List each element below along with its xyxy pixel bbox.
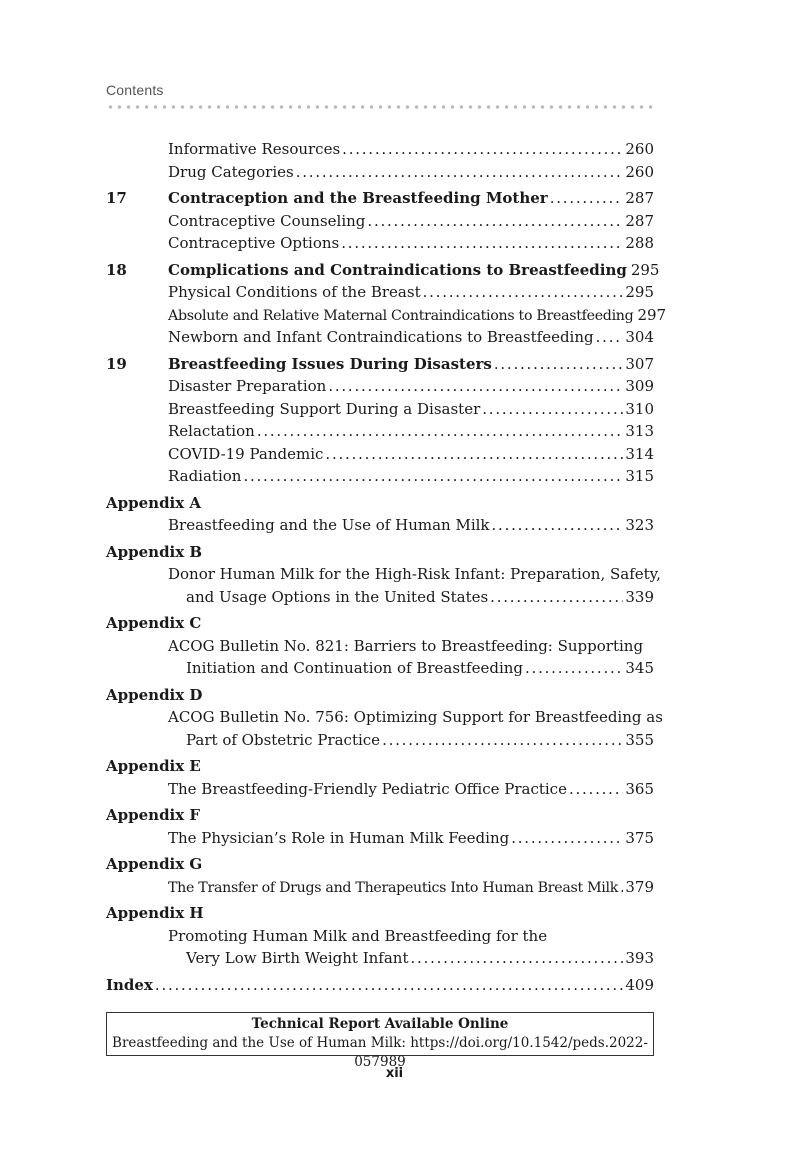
appendix-label bbox=[106, 755, 654, 778]
toc-entry[interactable] bbox=[106, 443, 654, 466]
entry-title: Initiation and Continuation of Breastfeeding bbox=[186, 659, 524, 677]
toc-entry[interactable] bbox=[106, 729, 654, 752]
toc-entry[interactable] bbox=[106, 778, 654, 801]
chapter-entry[interactable] bbox=[106, 187, 654, 210]
appendix-label bbox=[106, 492, 654, 515]
dot-leader bbox=[620, 876, 623, 899]
dot-leader bbox=[550, 187, 624, 210]
entry-title: Absolute and Relative Maternal Contraindications to Breastfeeding bbox=[168, 307, 634, 324]
page-number: 288 bbox=[625, 234, 654, 252]
chapter-entry[interactable] bbox=[106, 259, 660, 282]
page-number: 379 bbox=[625, 877, 654, 896]
entry-title: Contraceptive Counseling bbox=[168, 211, 366, 230]
online-report-box bbox=[106, 1012, 654, 1070]
toc-entry-first-line[interactable] bbox=[106, 706, 663, 729]
dot-leader bbox=[296, 161, 624, 184]
toc-entry[interactable] bbox=[106, 657, 654, 680]
page-number: 297 bbox=[637, 305, 667, 324]
dot-leader bbox=[382, 729, 623, 752]
toc-entry[interactable] bbox=[106, 161, 654, 184]
appendix-g-label: Appendix G bbox=[106, 855, 203, 873]
appendix-f-label: Appendix F bbox=[106, 806, 201, 824]
appendix-label bbox=[106, 684, 654, 707]
page-number: 310 bbox=[625, 399, 654, 418]
chapter-title: Breastfeeding Issues During Disasters bbox=[168, 354, 492, 373]
entry-title: Radiation bbox=[168, 467, 242, 485]
page-number: 314 bbox=[625, 444, 654, 463]
chapter-title: Contraception and the Breastfeeding Mother bbox=[168, 189, 548, 207]
toc-entry[interactable] bbox=[106, 138, 654, 161]
toc-entry[interactable] bbox=[106, 465, 654, 488]
appendix-b-label: Appendix B bbox=[106, 542, 203, 561]
entry-title: The Transfer of Drugs and Therapeutics Into Human Breast Milk bbox=[168, 879, 619, 896]
dot-leader bbox=[155, 974, 623, 997]
page-number: 315 bbox=[625, 467, 654, 485]
entry-title: COVID-19 Pandemic bbox=[168, 444, 324, 463]
toc-entry[interactable] bbox=[106, 947, 654, 970]
page-number: 309 bbox=[625, 377, 654, 395]
chapter-number: 19 bbox=[106, 354, 127, 373]
toc-entry[interactable] bbox=[106, 281, 654, 304]
page-number: 355 bbox=[625, 730, 654, 749]
toc-entry[interactable] bbox=[106, 326, 654, 349]
entry-title: Breastfeeding and the Use of Human Milk bbox=[168, 516, 490, 534]
dot-leader bbox=[341, 232, 623, 255]
toc-entry[interactable] bbox=[106, 304, 667, 327]
appendix-a-label: Appendix A bbox=[106, 493, 202, 512]
entry-title: Newborn and Infant Contraindications to Breastfeeding bbox=[168, 328, 594, 346]
dot-leader bbox=[423, 281, 624, 304]
appendix-label bbox=[106, 853, 654, 876]
toc-entry[interactable] bbox=[106, 876, 654, 899]
dot-leader bbox=[342, 138, 623, 161]
dot-leader bbox=[257, 420, 624, 443]
toc-entry[interactable] bbox=[106, 375, 654, 398]
dot-leader bbox=[328, 375, 623, 398]
page-number: 323 bbox=[625, 516, 654, 534]
page-number: 365 bbox=[625, 779, 654, 798]
toc-entry[interactable] bbox=[106, 827, 654, 850]
page-number: 260 bbox=[625, 140, 654, 158]
page-number: 304 bbox=[625, 328, 654, 346]
entry-title: Promoting Human Milk and Breastfeeding for the bbox=[168, 926, 548, 945]
entry-title: The Breastfeeding-Friendly Pediatric Office Practice bbox=[168, 779, 567, 798]
dot-leader bbox=[482, 398, 623, 421]
toc-entry-first-line[interactable] bbox=[106, 925, 654, 948]
page-number: 313 bbox=[625, 422, 654, 440]
dot-leader bbox=[492, 514, 624, 537]
toc-entry[interactable] bbox=[106, 514, 654, 537]
page-number: 287 bbox=[625, 211, 654, 230]
entry-title: Breastfeeding Support During a Disaster bbox=[168, 399, 481, 418]
page-number: 409 bbox=[625, 975, 654, 994]
appendix-label bbox=[106, 902, 654, 925]
dot-leader bbox=[325, 443, 623, 466]
entry-title: and Usage Options in the United States bbox=[186, 587, 489, 606]
entry-title: Drug Categories bbox=[168, 162, 294, 181]
appendix-d-label: Appendix D bbox=[106, 685, 203, 704]
dot-leader bbox=[511, 827, 623, 850]
toc-entry[interactable] bbox=[106, 398, 654, 421]
entry-title: Part of Obstetric Practice bbox=[186, 730, 381, 749]
appendix-e-label: Appendix E bbox=[106, 757, 201, 775]
page-number: 295 bbox=[625, 283, 654, 301]
entry-title: ACOG Bulletin No. 821: Barriers to Breastfeeding: Supporting bbox=[168, 636, 644, 655]
toc-entry[interactable] bbox=[106, 420, 654, 443]
dot-leader bbox=[494, 353, 624, 376]
table-of-contents bbox=[106, 138, 667, 996]
page-number: 295 bbox=[630, 260, 660, 279]
dot-leader bbox=[411, 947, 624, 970]
dot-leader bbox=[490, 586, 623, 609]
entry-title: Contraceptive Options bbox=[168, 234, 340, 252]
online-report-heading: Technical Report Available Online bbox=[251, 1016, 509, 1032]
appendix-label bbox=[106, 541, 654, 564]
entry-title: Very Low Birth Weight Infant bbox=[186, 949, 409, 967]
dot-leader bbox=[243, 465, 623, 488]
toc-entry[interactable] bbox=[106, 586, 654, 609]
page-number: 345 bbox=[625, 659, 654, 677]
dotted-divider bbox=[106, 104, 654, 110]
appendix-label bbox=[106, 804, 654, 827]
running-head: Contents bbox=[106, 82, 164, 98]
entry-title: The Physician’s Role in Human Milk Feeding bbox=[168, 828, 510, 847]
entry-title: Relactation bbox=[168, 422, 255, 440]
page-number: 260 bbox=[625, 162, 654, 181]
dot-leader bbox=[367, 210, 623, 233]
chapter-entry[interactable] bbox=[106, 353, 654, 376]
online-report-link[interactable]: Breastfeeding and the Use of Human Milk: https://doi.org/10.1542/peds.2022-057989 bbox=[112, 1035, 648, 1070]
dot-leader bbox=[596, 326, 624, 349]
dot-leader bbox=[525, 657, 623, 680]
entry-title: Disaster Preparation bbox=[168, 377, 327, 395]
index-title: Index bbox=[106, 975, 153, 994]
chapter-number: 17 bbox=[106, 189, 127, 207]
toc-entry-first-line[interactable] bbox=[106, 635, 654, 658]
page-number: 375 bbox=[625, 828, 654, 847]
page-number: 287 bbox=[625, 189, 654, 207]
chapter-title: Complications and Contraindications to Breastfeeding bbox=[168, 260, 627, 279]
appendix-h-label: Appendix H bbox=[106, 904, 204, 922]
page-number: 339 bbox=[625, 587, 654, 606]
page-number: 307 bbox=[625, 354, 654, 373]
entry-title: Informative Resources bbox=[168, 140, 341, 158]
appendix-label bbox=[106, 612, 654, 635]
page-number: 393 bbox=[625, 949, 654, 967]
entry-title: Physical Conditions of the Breast bbox=[168, 283, 421, 301]
toc-entry[interactable] bbox=[106, 232, 654, 255]
toc-entry[interactable] bbox=[106, 210, 654, 233]
dot-leader bbox=[569, 778, 623, 801]
toc-entry-first-line[interactable] bbox=[106, 563, 661, 586]
entry-title: Donor Human Milk for the High-Risk Infant: Preparation, Safety, bbox=[168, 565, 661, 583]
chapter-number: 18 bbox=[106, 260, 127, 279]
page-folio: xii bbox=[385, 1066, 404, 1081]
index-entry[interactable] bbox=[106, 974, 654, 997]
appendix-c-label: Appendix C bbox=[106, 614, 202, 632]
entry-title: ACOG Bulletin No. 756: Optimizing Support for Breastfeeding as bbox=[168, 708, 663, 726]
